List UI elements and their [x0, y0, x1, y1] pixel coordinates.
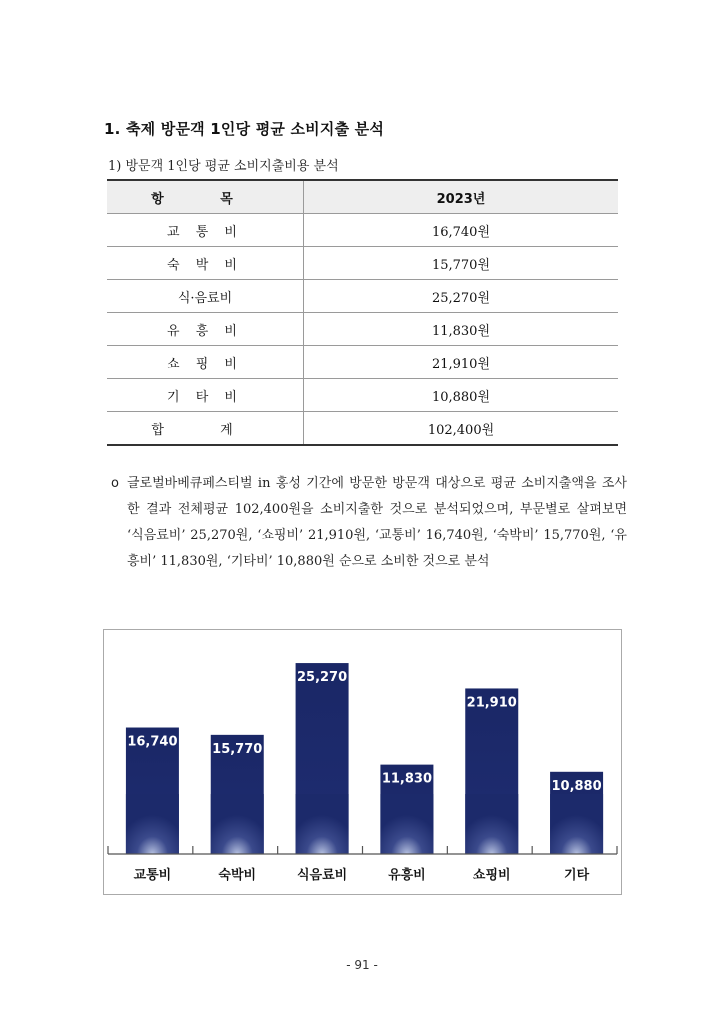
row-value: 102,400원	[304, 412, 619, 446]
row-value: 21,910원	[304, 346, 619, 379]
chart-data-label: 16,740	[127, 734, 178, 750]
chart-data-label: 21,910	[466, 695, 517, 711]
chart-category-label: 유흥비	[388, 868, 426, 883]
table-total-row	[107, 412, 618, 446]
row-item: 숙 박 비	[107, 247, 304, 280]
chart-data-label: 25,270	[296, 670, 348, 686]
table-row	[107, 280, 618, 313]
header-item: 항 목	[107, 180, 304, 214]
analysis-text: 글로벌바베큐페스티벌 in 홍성 기간에 방문한 방문객 대상으로 평균 소비지출액을 조사한 결과 전체평균 102,400원을 소비지출한 것으로 분석되었으며, 부문별로 살펴보면 ‘식음료비’ 25,270원, ‘쇼핑비’ 21,910원, ‘교통비’ 16,740원, ‘숙박비’ 15,770원, ‘유흥비’ 11,830원, ‘기타비’ 10,880원 순으로 소비한 것으로 분석	[127, 476, 627, 569]
row-item: 합 계	[107, 412, 304, 446]
chart-data-label: 15,770	[212, 741, 263, 757]
chart-svg	[104, 630, 621, 894]
chart-bar-glow	[380, 794, 433, 854]
section-heading: 1. 축제 방문객 1인당 평균 소비지출 분석	[104, 120, 385, 138]
chart-category-label: 숙박비	[218, 868, 257, 883]
row-value: 16,740원	[304, 214, 619, 247]
chart-bar-glow	[211, 794, 264, 854]
row-item: 쇼 핑 비	[107, 346, 304, 379]
chart-bar-glow	[126, 794, 179, 854]
table-row	[107, 247, 618, 280]
table-row	[107, 214, 618, 247]
table-row	[107, 379, 618, 412]
table-header-row	[107, 180, 618, 214]
chart-data-label: 11,830	[381, 771, 433, 787]
chart-category-label: 식음료비	[296, 868, 348, 883]
table-row	[107, 313, 618, 346]
row-value: 25,270원	[304, 280, 619, 313]
header-year: 2023년	[304, 180, 619, 214]
chart-bar-glow	[465, 794, 518, 854]
row-item: 유 흥 비	[107, 313, 304, 346]
table-row	[107, 346, 618, 379]
bullet-icon: o	[111, 476, 119, 491]
spending-bar-chart	[103, 629, 622, 895]
row-item: 식·음료비	[107, 280, 304, 313]
row-value: 15,770원	[304, 247, 619, 280]
chart-category-label: 쇼핑비	[472, 868, 511, 883]
chart-bar-glow	[550, 794, 603, 854]
chart-category-label: 기타	[564, 868, 590, 883]
row-value: 10,880원	[304, 379, 619, 412]
analysis-paragraph	[111, 471, 627, 575]
chart-bar-glow	[296, 794, 349, 854]
spending-table	[107, 179, 618, 446]
chart-category-label: 교통비	[133, 868, 172, 883]
chart-data-label: 10,880	[551, 778, 602, 794]
row-value: 11,830원	[304, 313, 619, 346]
sub-heading: 1) 방문객 1인당 평균 소비지출비용 분석	[108, 159, 339, 174]
row-item: 교 통 비	[107, 214, 304, 247]
page-number: - 91 -	[346, 958, 378, 972]
row-item: 기 타 비	[107, 379, 304, 412]
